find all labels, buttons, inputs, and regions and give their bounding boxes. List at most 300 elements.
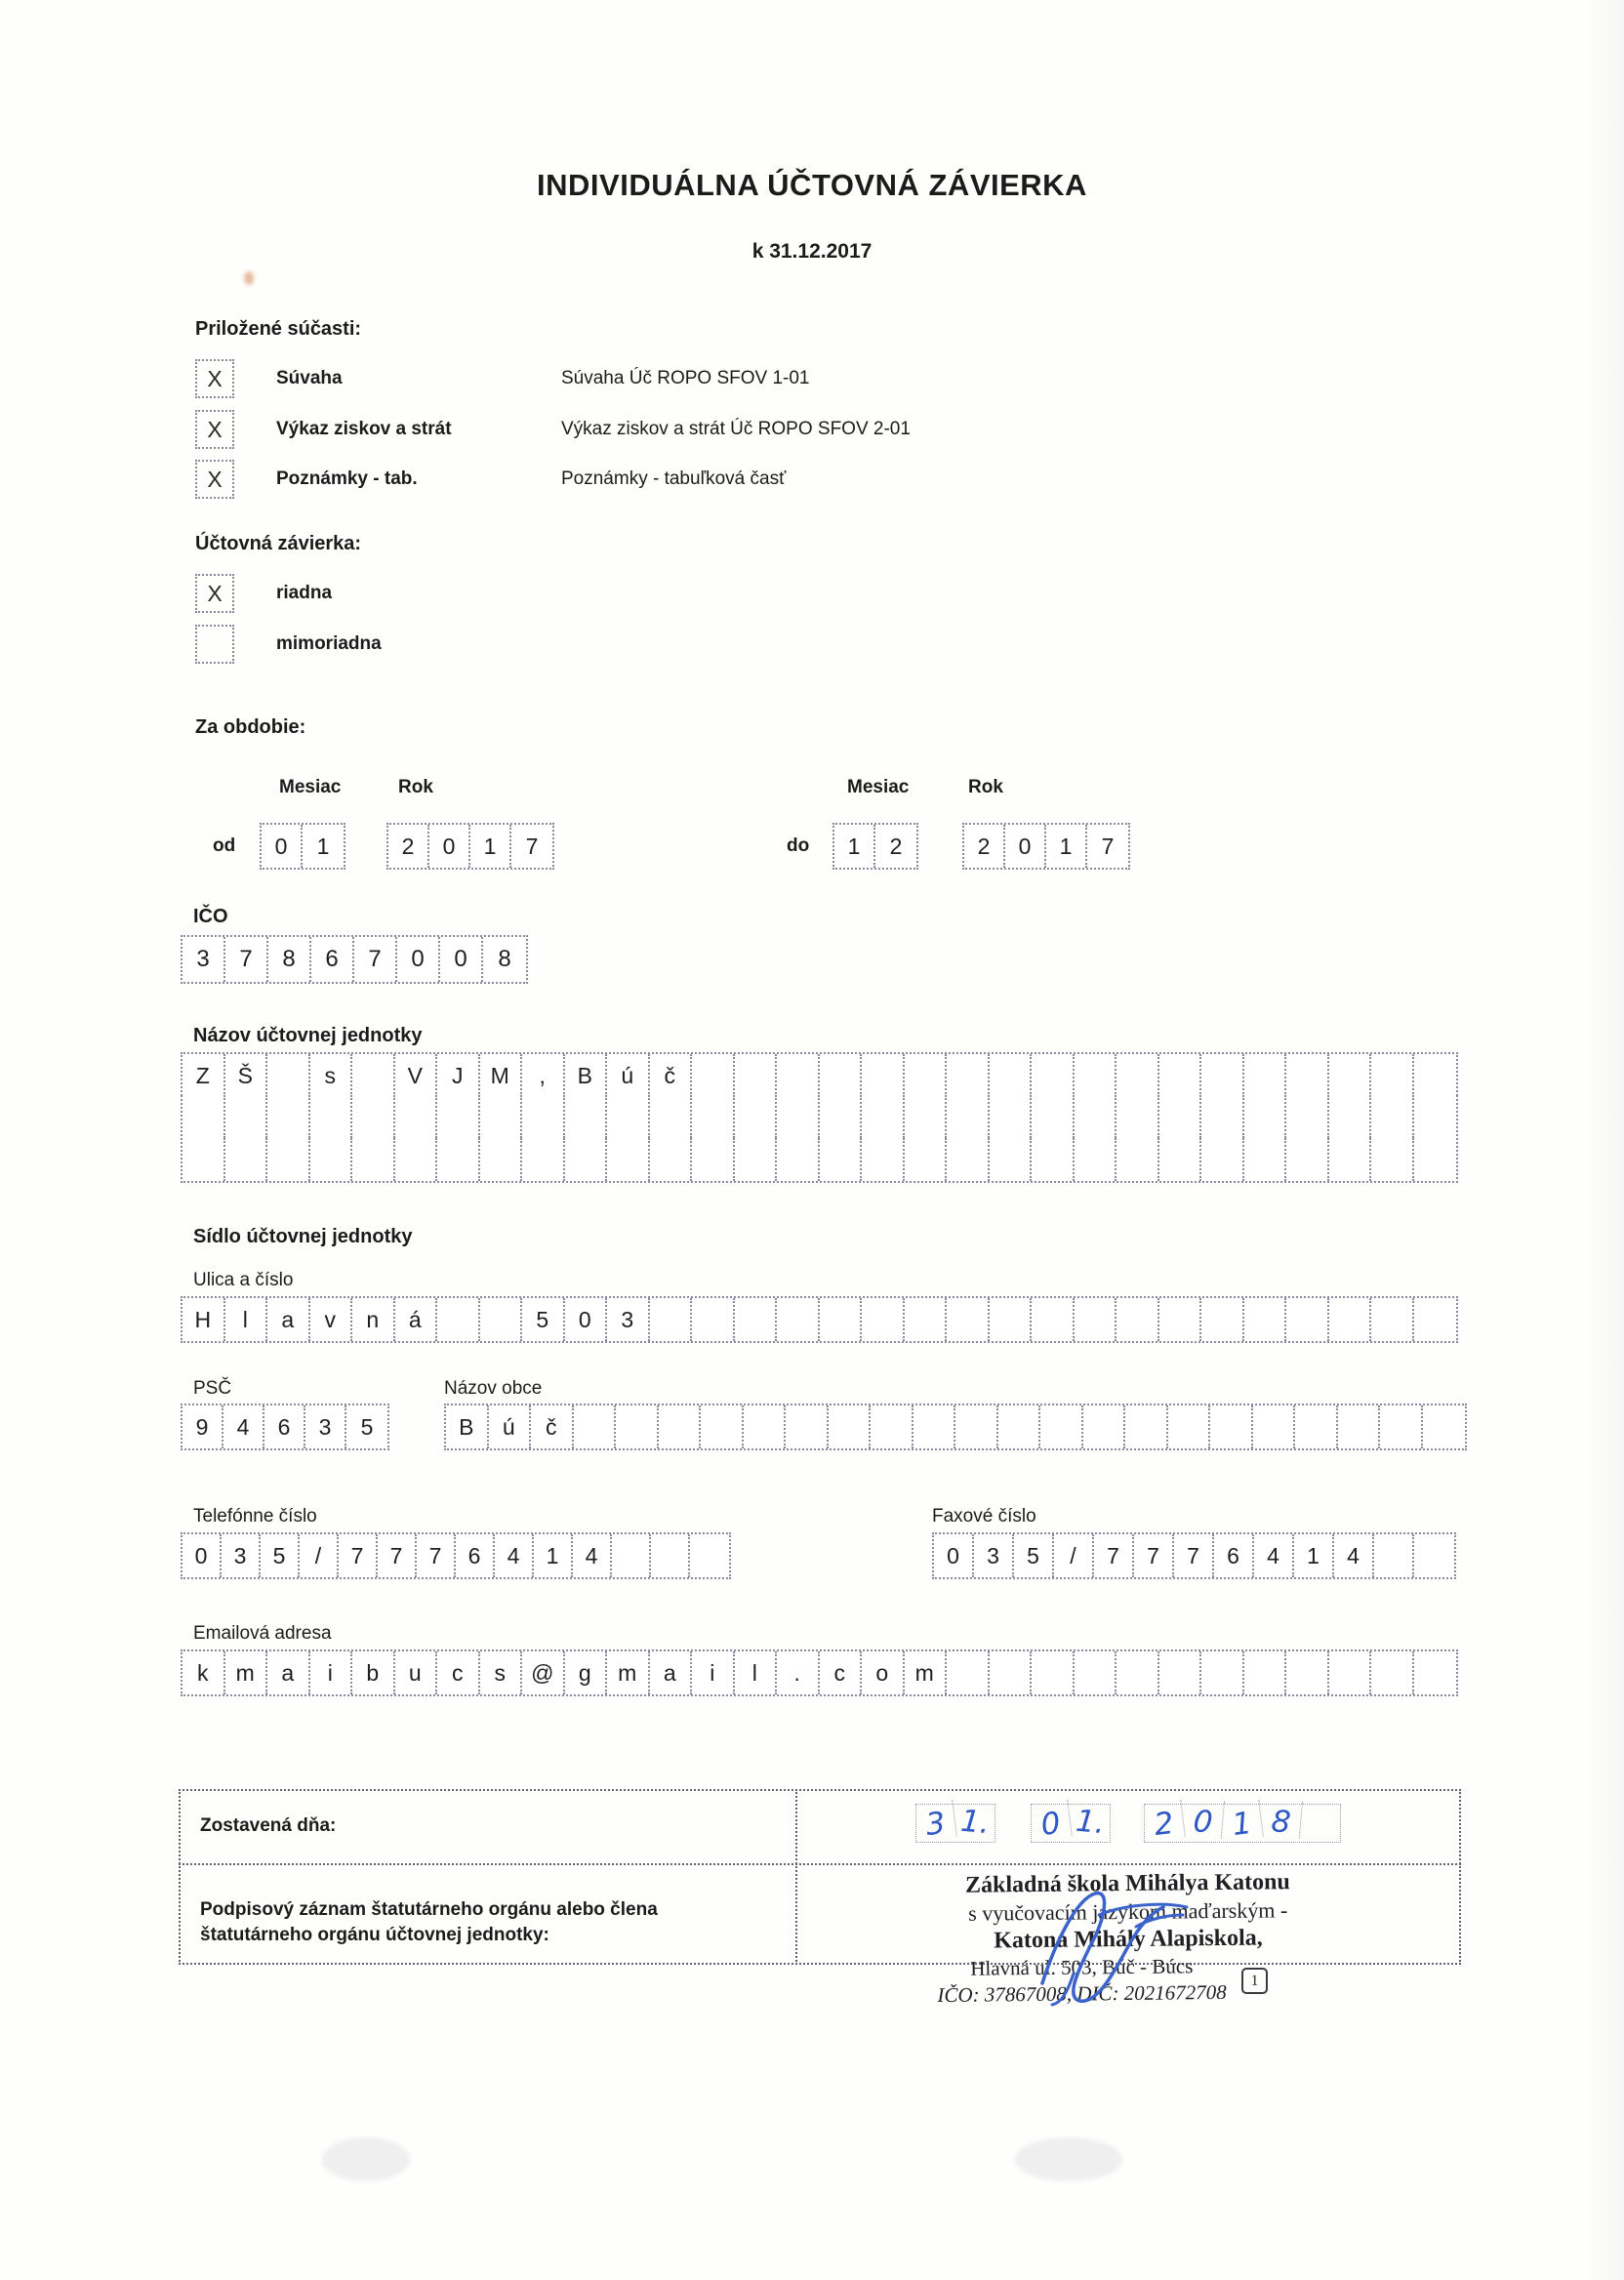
grid-cell: Z — [183, 1054, 225, 1097]
grid-cell — [1116, 1651, 1159, 1694]
grid-cell — [225, 1095, 268, 1138]
grid-cell — [1201, 1054, 1244, 1097]
grid-cell — [1032, 1054, 1075, 1097]
compiled-on-label: Zostavená dňa: — [200, 1815, 337, 1836]
grid-cell: b — [352, 1651, 395, 1694]
entity-name-grid-row1 — [181, 1052, 1458, 1099]
grid-cell: 5 — [1014, 1534, 1054, 1577]
grid-cell — [607, 1138, 650, 1181]
grid-cell: 0 — [429, 825, 470, 868]
grid-cell: 5 — [522, 1298, 565, 1341]
grid-cell — [692, 1298, 735, 1341]
grid-cell — [1032, 1651, 1075, 1694]
grid-cell — [905, 1298, 948, 1341]
grid-cell — [1414, 1138, 1457, 1181]
grid-cell — [1244, 1138, 1287, 1181]
grid-cell — [522, 1095, 565, 1138]
grid-cell — [183, 1138, 225, 1181]
grid-cell — [1201, 1095, 1244, 1138]
grid-cell — [955, 1405, 998, 1448]
month-label-to: Mesiac — [847, 777, 910, 797]
grid-cell — [395, 1095, 438, 1138]
grid-cell — [183, 1095, 225, 1138]
grid-cell — [310, 1138, 353, 1181]
street-grid — [181, 1296, 1458, 1343]
grid-cell: 7 — [525, 833, 539, 859]
grid-cell — [565, 1095, 608, 1138]
phone-label: Telefónne číslo — [193, 1506, 317, 1527]
closing-option-row — [195, 625, 382, 664]
period-heading: Za obdobie: — [195, 716, 306, 738]
grid-cell: m — [225, 1651, 268, 1694]
grid-cell: 7 — [1094, 1534, 1134, 1577]
grid-cell — [352, 1095, 395, 1138]
grid-cell — [1168, 1405, 1211, 1448]
grid-cell — [395, 1138, 438, 1181]
grid-cell — [1244, 1054, 1287, 1097]
from-label: od — [213, 835, 236, 856]
grid-cell — [990, 1095, 1033, 1138]
grid-cell — [267, 1054, 310, 1097]
grid-cell — [437, 1138, 480, 1181]
month-label-from: Mesiac — [279, 777, 342, 797]
grid-cell: J — [437, 1054, 480, 1097]
grid-cell: 7 — [339, 1534, 378, 1577]
closing-option-label: riadna — [276, 583, 333, 603]
grid-cell: 2 — [1142, 1800, 1185, 1842]
year-label-to: Rok — [968, 777, 1003, 797]
grid-cell: 5 — [360, 1413, 374, 1440]
grid-cell: 1 — [470, 825, 511, 868]
street-label: Ulica a číslo — [193, 1270, 294, 1290]
grid-cell — [1159, 1095, 1202, 1138]
grid-cell — [267, 1138, 310, 1181]
compiled-date-day-grid — [915, 1804, 995, 1843]
grid-cell — [1329, 1138, 1372, 1181]
grid-cell — [1244, 1095, 1287, 1138]
grid-cell — [225, 1138, 268, 1181]
grid-cell — [947, 1054, 990, 1097]
attachment-label: Výkaz ziskov a strát — [276, 419, 452, 439]
grid-cell — [1201, 1298, 1244, 1341]
period-from-year-grid — [386, 823, 554, 870]
stamp-line-5: IČO: 37867008, DIČ: 2021672708 — [937, 1979, 1227, 2008]
grid-cell — [905, 1054, 948, 1097]
grid-cell — [437, 1298, 480, 1341]
grid-cell: 7 — [1174, 1534, 1214, 1577]
grid-cell: 4 — [495, 1534, 534, 1577]
page-title: INDIVIDUÁLNA ÚČTOVNÁ ZÁVIERKA — [537, 168, 1087, 202]
attachment-form-name: Súvaha Úč ROPO SFOV 1-01 — [561, 368, 810, 388]
grid-cell: 3 — [607, 1298, 650, 1341]
grid-cell: i — [692, 1651, 735, 1694]
grid-cell — [905, 1138, 948, 1181]
grid-cell — [735, 1138, 778, 1181]
signature — [1005, 1882, 1259, 2009]
grid-cell — [650, 1138, 693, 1181]
grid-cell — [744, 1405, 787, 1448]
grid-cell — [1159, 1138, 1202, 1181]
grid-cell — [1338, 1405, 1381, 1448]
grid-cell — [690, 1534, 729, 1577]
grid-cell — [1286, 1138, 1329, 1181]
grid-cell: 0 — [397, 937, 440, 982]
grid-cell: č — [650, 1054, 693, 1097]
grid-cell — [990, 1138, 1033, 1181]
grid-cell: 0 — [934, 1534, 974, 1577]
grid-cell: 1 — [1294, 1534, 1334, 1577]
ico-grid — [181, 935, 528, 984]
grid-cell: 3 — [974, 1534, 1014, 1577]
email-label: Emailová adresa — [193, 1623, 332, 1644]
grid-cell — [565, 1138, 608, 1181]
grid-cell: m — [905, 1651, 948, 1694]
grid-cell: / — [1054, 1534, 1094, 1577]
grid-cell — [1371, 1095, 1414, 1138]
attachment-row — [195, 410, 911, 449]
grid-cell — [1032, 1298, 1075, 1341]
grid-cell: 4 — [223, 1405, 264, 1448]
grid-cell — [777, 1138, 820, 1181]
city-label: Názov obce — [444, 1378, 543, 1399]
grid-cell: H — [183, 1298, 225, 1341]
grid-cell: 7 — [1134, 1534, 1174, 1577]
grid-cell: 4 — [573, 1534, 612, 1577]
grid-cell — [1414, 1054, 1457, 1097]
zip-grid — [181, 1404, 389, 1450]
grid-cell: 9 — [183, 1405, 223, 1448]
grid-cell: 0 — [183, 1534, 222, 1577]
checkbox-suvaha: X — [195, 359, 234, 398]
grid-cell — [1032, 1138, 1075, 1181]
closing-option-label: mimoriadna — [276, 633, 382, 654]
grid-cell: i — [310, 1651, 353, 1694]
grid-cell — [1253, 1405, 1296, 1448]
grid-cell: , — [522, 1054, 565, 1097]
grid-cell: 4 — [1254, 1534, 1294, 1577]
report-date: k 31.12.2017 — [751, 240, 873, 263]
grid-cell: 6 — [264, 1405, 305, 1448]
city-grid — [444, 1404, 1467, 1450]
grid-cell: 1 — [534, 1534, 573, 1577]
grid-cell — [914, 1405, 956, 1448]
grid-cell — [1201, 1651, 1244, 1694]
grid-cell: á — [395, 1298, 438, 1341]
grid-cell — [1116, 1095, 1159, 1138]
grid-cell — [1116, 1054, 1159, 1097]
grid-cell: a — [267, 1298, 310, 1341]
stamp-line-2: s vyučovacím jazykom maďarským - — [968, 1897, 1288, 1926]
grid-cell: 8 — [498, 946, 511, 972]
grid-cell: B — [446, 1405, 489, 1448]
attachment-row — [195, 460, 786, 499]
checkbox-poznamky: X — [195, 460, 234, 499]
grid-cell: 7 — [225, 937, 268, 982]
grid-cell — [1083, 1405, 1126, 1448]
grid-cell — [612, 1534, 651, 1577]
grid-cell: 5 — [261, 1534, 300, 1577]
grid-cell: c — [820, 1651, 863, 1694]
grid-cell: 3 — [222, 1534, 261, 1577]
grid-cell — [829, 1405, 872, 1448]
grid-cell — [480, 1138, 523, 1181]
ico-label: IČO — [193, 906, 228, 927]
grid-cell — [1286, 1298, 1329, 1341]
checkbox-vykaz: X — [195, 410, 234, 449]
grid-cell — [651, 1534, 690, 1577]
grid-cell — [1414, 1298, 1457, 1341]
grid-cell: o — [862, 1651, 905, 1694]
phone-grid — [181, 1532, 731, 1579]
grid-cell — [1286, 1651, 1329, 1694]
grid-cell: 6 — [311, 937, 354, 982]
grid-cell — [1075, 1054, 1117, 1097]
grid-cell: ú — [489, 1405, 532, 1448]
grid-cell — [310, 1095, 353, 1138]
grid-cell — [607, 1095, 650, 1138]
scan-smudge — [1015, 2138, 1122, 2181]
grid-cell: 6 — [1214, 1534, 1254, 1577]
compiled-date-month-grid — [1031, 1804, 1111, 1843]
grid-cell: l — [225, 1298, 268, 1341]
grid-cell — [692, 1054, 735, 1097]
grid-cell — [1244, 1298, 1287, 1341]
grid-cell — [777, 1298, 820, 1341]
grid-cell — [777, 1095, 820, 1138]
grid-cell: 7 — [1101, 833, 1115, 859]
grid-cell — [1329, 1054, 1372, 1097]
grid-cell: 1 — [834, 825, 875, 868]
grid-cell: 3 — [305, 1405, 346, 1448]
grid-cell: 0 — [565, 1298, 608, 1341]
grid-cell: 1. — [1074, 1803, 1107, 1842]
grid-cell — [990, 1298, 1033, 1341]
grid-cell: / — [300, 1534, 339, 1577]
grid-cell: . — [777, 1651, 820, 1694]
grid-cell: n — [352, 1298, 395, 1341]
grid-cell — [1116, 1138, 1159, 1181]
grid-cell: l — [735, 1651, 778, 1694]
grid-cell — [1423, 1405, 1466, 1448]
grid-cell: 3 — [914, 1800, 956, 1842]
to-label: do — [787, 835, 810, 856]
grid-cell: m — [607, 1651, 650, 1694]
grid-cell: 6 — [456, 1534, 495, 1577]
closing-option-row — [195, 574, 332, 613]
grid-cell: k — [183, 1651, 225, 1694]
address-heading: Sídlo účtovnej jednotky — [193, 1226, 413, 1247]
grid-cell — [650, 1298, 693, 1341]
attachment-row — [195, 359, 810, 398]
signatory-label: Podpisový záznam štatutárneho orgánu alebo člena štatutárneho orgánu účtovnej jednotky: — [200, 1899, 658, 1945]
grid-cell: B — [565, 1054, 608, 1097]
email-grid — [181, 1649, 1458, 1696]
scan-smudge — [244, 271, 254, 285]
grid-cell: s — [480, 1651, 523, 1694]
attachment-label: Poznámky - tab. — [276, 468, 418, 489]
grid-cell: 1. — [958, 1803, 992, 1842]
grid-cell — [1371, 1054, 1414, 1097]
grid-cell: 7 — [417, 1534, 456, 1577]
grid-cell — [905, 1095, 948, 1138]
period-to-year-grid — [962, 823, 1130, 870]
grid-cell: s — [310, 1054, 353, 1097]
fax-grid — [932, 1532, 1456, 1579]
grid-cell: 2 — [388, 825, 429, 868]
grid-cell — [267, 1095, 310, 1138]
grid-cell: 8 — [1261, 1798, 1303, 1838]
grid-cell — [820, 1095, 863, 1138]
compiled-date-year-grid — [1144, 1804, 1341, 1843]
grid-cell: 2 — [889, 833, 903, 859]
stamp-page-badge: 1 — [1241, 1968, 1268, 1994]
attachment-form-name: Poznámky - tabuľková časť — [561, 468, 787, 489]
grid-cell — [862, 1054, 905, 1097]
grid-cell: 3 — [183, 937, 225, 982]
grid-cell — [1414, 1651, 1457, 1694]
year-label-from: Rok — [398, 777, 433, 797]
grid-cell — [701, 1405, 744, 1448]
attachments-heading: Priložené súčasti: — [195, 318, 362, 340]
period-from-month-grid — [260, 823, 345, 870]
grid-cell — [1125, 1405, 1168, 1448]
grid-cell — [616, 1405, 659, 1448]
grid-cell — [1201, 1138, 1244, 1181]
grid-cell — [1371, 1651, 1414, 1694]
grid-cell — [1380, 1405, 1423, 1448]
grid-cell — [1374, 1534, 1414, 1577]
grid-cell — [1159, 1054, 1202, 1097]
grid-cell: 2 — [964, 825, 1005, 868]
checkbox-mimoriadna — [195, 625, 234, 664]
entity-name-label: Názov účtovnej jednotky — [193, 1025, 423, 1046]
grid-cell: 1 — [1046, 825, 1087, 868]
fax-label: Faxové číslo — [932, 1506, 1036, 1527]
grid-cell — [947, 1298, 990, 1341]
grid-cell: u — [395, 1651, 438, 1694]
grid-cell — [692, 1138, 735, 1181]
grid-cell: @ — [522, 1651, 565, 1694]
grid-cell: 0 — [1029, 1800, 1072, 1842]
grid-cell: 0 — [1005, 825, 1046, 868]
grid-cell: g — [565, 1651, 608, 1694]
grid-cell — [862, 1095, 905, 1138]
grid-cell: 0 — [1183, 1798, 1225, 1838]
entity-name-grid-row3 — [181, 1138, 1458, 1183]
grid-cell — [1075, 1298, 1117, 1341]
grid-cell — [1298, 1800, 1341, 1842]
entity-name-grid-row2 — [181, 1095, 1458, 1140]
grid-cell — [480, 1298, 523, 1341]
stamp-line-3: Katona Mihály Alapiskola, — [994, 1925, 1263, 1954]
grid-cell — [574, 1405, 617, 1448]
grid-cell — [862, 1298, 905, 1341]
grid-cell: 0 — [440, 937, 483, 982]
grid-cell — [990, 1651, 1033, 1694]
grid-cell — [1295, 1405, 1338, 1448]
grid-cell: č — [531, 1405, 574, 1448]
grid-cell — [1286, 1095, 1329, 1138]
grid-cell — [777, 1054, 820, 1097]
grid-cell — [692, 1095, 735, 1138]
zip-label: PSČ — [193, 1378, 232, 1399]
grid-cell — [1032, 1095, 1075, 1138]
grid-cell — [650, 1095, 693, 1138]
grid-cell — [947, 1095, 990, 1138]
grid-cell — [820, 1054, 863, 1097]
grid-cell — [1159, 1651, 1202, 1694]
grid-cell — [1210, 1405, 1253, 1448]
grid-cell: 4 — [1334, 1534, 1374, 1577]
grid-cell — [998, 1405, 1041, 1448]
attachment-label: Súvaha — [276, 368, 343, 388]
grid-cell — [1286, 1054, 1329, 1097]
grid-cell: 7 — [378, 1534, 417, 1577]
grid-cell — [352, 1054, 395, 1097]
grid-cell — [990, 1054, 1033, 1097]
grid-cell — [1329, 1298, 1372, 1341]
period-to-month-grid — [832, 823, 918, 870]
grid-cell: v — [310, 1298, 353, 1341]
grid-cell — [786, 1405, 829, 1448]
grid-cell — [1414, 1095, 1457, 1138]
grid-cell: Š — [225, 1054, 268, 1097]
grid-cell: a — [267, 1651, 310, 1694]
stamp-line-4: Hlavná ul. 503, Búč - Búcs — [970, 1954, 1194, 1980]
attachment-form-name: Výkaz ziskov a strát Úč ROPO SFOV 2-01 — [561, 419, 911, 439]
footer-table-row-divider — [179, 1863, 1461, 1865]
stamp-line-1: Základná škola Mihálya Katonu — [964, 1869, 1290, 1898]
grid-cell: c — [437, 1651, 480, 1694]
grid-cell — [352, 1138, 395, 1181]
footer-table-column-divider — [795, 1789, 797, 1965]
grid-cell — [1075, 1138, 1117, 1181]
grid-cell: 1 — [1220, 1800, 1263, 1842]
grid-cell — [1414, 1534, 1454, 1577]
grid-cell: a — [650, 1651, 693, 1694]
grid-cell — [862, 1138, 905, 1181]
grid-cell — [1116, 1298, 1159, 1341]
grid-cell — [1329, 1651, 1372, 1694]
grid-cell — [1040, 1405, 1083, 1448]
scan-edge-shade — [1585, 0, 1624, 2280]
scan-smudge — [322, 2138, 410, 2181]
grid-cell — [659, 1405, 702, 1448]
grid-cell: ú — [607, 1054, 650, 1097]
grid-cell — [437, 1095, 480, 1138]
grid-cell — [1329, 1095, 1372, 1138]
grid-cell: 8 — [268, 937, 311, 982]
grid-cell: M — [480, 1054, 523, 1097]
grid-cell: 1 — [316, 833, 330, 859]
grid-cell — [871, 1405, 914, 1448]
grid-cell — [735, 1095, 778, 1138]
grid-cell — [1075, 1651, 1117, 1694]
grid-cell — [947, 1138, 990, 1181]
grid-cell — [480, 1095, 523, 1138]
grid-cell — [1159, 1298, 1202, 1341]
grid-cell: 7 — [354, 937, 397, 982]
grid-cell — [1075, 1095, 1117, 1138]
grid-cell — [735, 1298, 778, 1341]
checkbox-riadna: X — [195, 574, 234, 613]
grid-cell: 0 — [262, 825, 303, 868]
grid-cell: V — [395, 1054, 438, 1097]
closing-heading: Účtovná závierka: — [195, 533, 362, 554]
grid-cell — [1371, 1138, 1414, 1181]
grid-cell — [522, 1138, 565, 1181]
grid-cell — [735, 1054, 778, 1097]
